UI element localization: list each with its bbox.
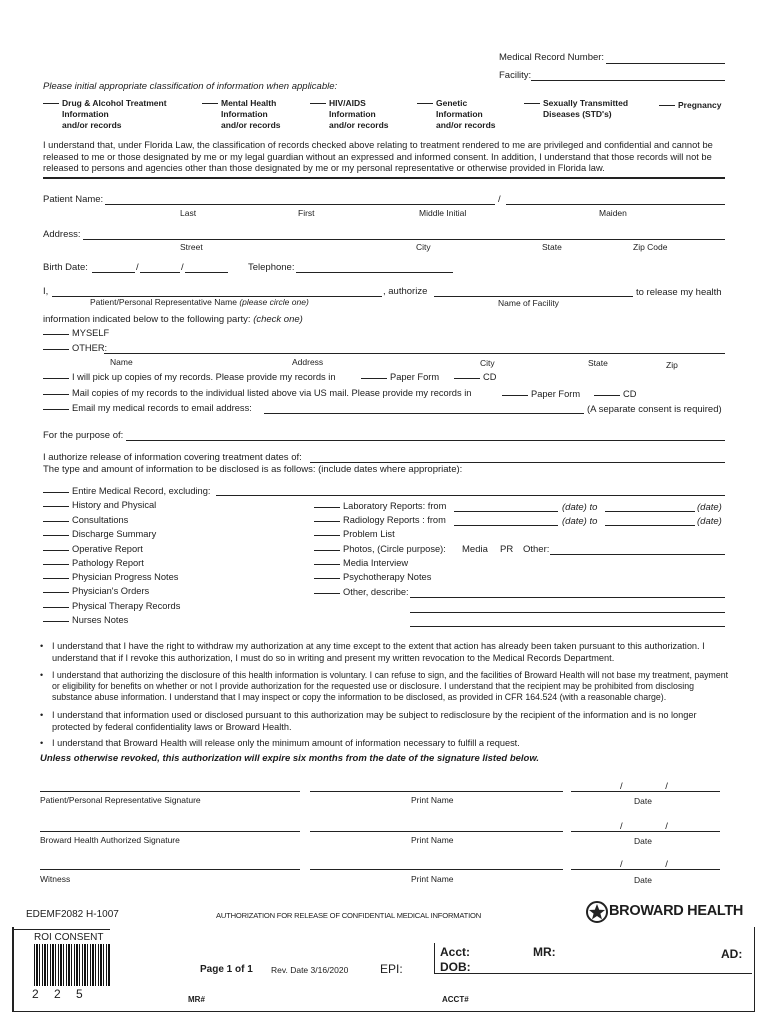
party-city-caption: City bbox=[480, 358, 495, 368]
telephone-label: Telephone: bbox=[248, 262, 295, 273]
witness-date-label: Date bbox=[634, 875, 652, 885]
bh-signature-field[interactable] bbox=[40, 831, 300, 832]
birth-date-label: Birth Date: bbox=[43, 262, 88, 273]
birth-day-field[interactable] bbox=[140, 272, 180, 273]
lab-from-field[interactable] bbox=[454, 511, 558, 512]
photos-media[interactable]: Media bbox=[462, 544, 488, 555]
category-genetic[interactable]: Genetic Information and/or records bbox=[417, 98, 496, 131]
zip-caption: Zip Code bbox=[633, 242, 668, 252]
city-caption: City bbox=[416, 242, 431, 252]
form-code: EDEMF2082 H-1007 bbox=[26, 909, 119, 920]
first-caption: First bbox=[298, 208, 315, 218]
photos-other: Other: bbox=[523, 544, 550, 555]
bullet-revoke: • I understand that I have the right to withdraw my authorization at any time except to the extent that action has already been taken pursuant to this authorization. I understand that if I revoke this authorization, I must do so in writing and present my written revocation to the Medical Records Department. bbox=[52, 641, 732, 664]
revision-date: Rev. Date 3/16/2020 bbox=[271, 965, 349, 975]
patient-date-label: Date bbox=[634, 796, 652, 806]
label-divider bbox=[434, 943, 435, 973]
last-caption: Last bbox=[180, 208, 197, 218]
divider bbox=[43, 177, 725, 179]
patient-signature-field[interactable] bbox=[40, 791, 300, 792]
witness-date-slashes: / / bbox=[620, 859, 668, 870]
birth-month-field[interactable] bbox=[92, 272, 135, 273]
mail-cd[interactable]: CD bbox=[594, 389, 636, 399]
maiden-caption: Maiden bbox=[599, 208, 627, 218]
record-problem-list[interactable]: Problem List bbox=[314, 529, 395, 539]
street-caption: Street bbox=[180, 242, 203, 252]
witness-print-name-field[interactable] bbox=[310, 869, 563, 870]
bh-date-label: Date bbox=[634, 836, 652, 846]
bh-print-name-label: Print Name bbox=[411, 835, 454, 845]
roi-consent: ROI CONSENT bbox=[34, 932, 104, 943]
party-name-caption: Name bbox=[110, 357, 133, 367]
record-media-interview[interactable]: Media Interview bbox=[314, 558, 408, 568]
star-logo-icon bbox=[586, 901, 608, 923]
record-physician-orders[interactable]: Physician's Orders bbox=[43, 586, 149, 596]
record-discharge-summary[interactable]: Discharge Summary bbox=[43, 529, 156, 539]
category-pregnancy[interactable]: Pregnancy bbox=[659, 100, 721, 111]
patient-name-field[interactable] bbox=[105, 204, 495, 205]
witness-signature-field[interactable] bbox=[40, 869, 300, 870]
mr-label: MR: bbox=[533, 945, 556, 959]
broward-logo bbox=[586, 901, 608, 926]
other-option[interactable]: OTHER: bbox=[43, 343, 107, 353]
slash: / bbox=[498, 194, 501, 205]
state-caption: State bbox=[542, 242, 562, 252]
facility-name-field[interactable] bbox=[434, 296, 633, 297]
party-state-caption: State bbox=[588, 358, 608, 368]
authorize-label: , authorize bbox=[383, 286, 428, 297]
bullet-voluntary: • I understand that authorizing the disclosure of this health information is voluntary. I can refuse to sign, and the facilities of Broward Health will not base my treatment, payment or eligibility for benefits on whether or not I provide authorization for the requested use or disclosure. I understand that the recipient may be prohibited from disclosing substance abuse information. I understand that I may inspect or copy the information to be disclosed, as provided in CFR 164.524 (with a reasonable charge). bbox=[52, 670, 732, 703]
patient-print-name-field[interactable] bbox=[310, 791, 563, 792]
epi-label: EPI: bbox=[380, 962, 403, 976]
instruction: Please initial appropriate classification of information when applicable: bbox=[43, 81, 338, 92]
mrn-field[interactable] bbox=[606, 63, 725, 64]
purpose-field[interactable] bbox=[126, 440, 725, 441]
mr-hash: MR# bbox=[188, 995, 205, 1004]
category-mental-health[interactable]: Mental Health Information and/or records bbox=[202, 98, 281, 131]
label-divider-bottom bbox=[434, 973, 752, 974]
record-photos[interactable]: Photos, (Circle purpose): bbox=[314, 544, 446, 554]
dob-label: DOB: bbox=[440, 960, 471, 974]
ad-label: AD: bbox=[721, 947, 743, 961]
witness-signature-label: Witness bbox=[40, 874, 71, 884]
page-number: Page 1 of 1 bbox=[200, 964, 253, 975]
patient-signature-label: Patient/Personal Representative Signature bbox=[40, 795, 201, 805]
barcode bbox=[34, 944, 110, 986]
party-address-caption: Address bbox=[292, 357, 324, 367]
telephone-field[interactable] bbox=[296, 272, 453, 273]
other-describe-field-3[interactable] bbox=[410, 626, 725, 627]
bh-signature-label: Broward Health Authorized Signature bbox=[40, 835, 180, 845]
pickup-paper-form[interactable]: Paper Form bbox=[361, 372, 439, 382]
record-other-describe[interactable]: Other, describe: bbox=[314, 587, 409, 597]
pickup-option[interactable]: I will pick up copies of my records. Please provide my records in bbox=[43, 372, 336, 382]
category-drug-alcohol[interactable]: Drug & Alcohol Treatment Information and/or records bbox=[43, 98, 167, 131]
type-amount-label: The type and amount of information to be disclosed is as follows: (include dates where appropriate): bbox=[43, 464, 463, 475]
other-describe-field-2[interactable] bbox=[410, 612, 725, 613]
bullet-redisclosure: • I understand that information used or disclosed pursuant to this authorization may be subject to redisclosure by the recipient of the information and is no longer protected by federal confidentiality laws or Broward Health. bbox=[52, 710, 732, 733]
bh-date-slashes: / / bbox=[620, 821, 668, 832]
email-field[interactable] bbox=[264, 413, 584, 414]
patient-name-label: Patient Name: bbox=[43, 194, 104, 205]
info-below-line: information indicated below to the following party: (check one) bbox=[43, 314, 303, 325]
lab-to-field[interactable] bbox=[605, 511, 695, 512]
radiology-from-field[interactable] bbox=[454, 525, 558, 526]
mail-option[interactable]: Mail copies of my records to the individual listed above via US mail. Please provide my records in bbox=[43, 388, 471, 398]
lab-date: (date) bbox=[697, 502, 722, 513]
record-lab[interactable]: Laboratory Reports: from bbox=[314, 501, 446, 511]
facility-field[interactable] bbox=[531, 80, 725, 81]
radiology-date: (date) bbox=[697, 516, 722, 527]
record-entire[interactable]: Entire Medical Record, excluding: bbox=[43, 486, 211, 496]
i-label: I, bbox=[43, 286, 49, 297]
address-field[interactable] bbox=[83, 239, 725, 240]
record-progress-notes[interactable]: Physician Progress Notes bbox=[43, 572, 178, 582]
brand-name: BROWARD HEALTH bbox=[609, 903, 744, 919]
record-nurses-notes[interactable]: Nurses Notes bbox=[43, 615, 128, 625]
email-option[interactable]: Email my medical records to email address: bbox=[43, 403, 252, 413]
to-release-label: to release my health bbox=[636, 287, 722, 298]
address-label: Address: bbox=[43, 229, 81, 240]
patient-date-slashes: / / bbox=[620, 781, 668, 792]
record-history-physical[interactable]: History and Physical bbox=[43, 500, 156, 510]
form-title: AUTHORIZATION FOR RELEASE OF CONFIDENTIAL MEDICAL INFORMATION bbox=[216, 911, 481, 920]
category-std[interactable]: Sexually Transmitted Diseases (STD's) bbox=[524, 98, 628, 120]
bullet-minimum: • I understand that Broward Health will release only the minimum amount of information necessary to fulfill a request. bbox=[52, 738, 732, 750]
photos-pr[interactable]: PR bbox=[500, 544, 514, 555]
pickup-cd[interactable]: CD bbox=[454, 372, 496, 382]
record-operative-report[interactable]: Operative Report bbox=[43, 544, 143, 554]
middle-caption: Middle Initial bbox=[419, 208, 467, 218]
category-hiv-aids[interactable]: HIV/AIDS Information and/or records bbox=[310, 98, 389, 131]
radiology-to-field[interactable] bbox=[605, 525, 695, 526]
birth-slash-2: / bbox=[181, 262, 184, 273]
record-physical-therapy[interactable]: Physical Therapy Records bbox=[43, 601, 180, 611]
treatment-dates-label: I authorize release of information covering treatment dates of: bbox=[43, 452, 302, 463]
bh-print-name-field[interactable] bbox=[310, 831, 563, 832]
record-pathology-report[interactable]: Pathology Report bbox=[43, 558, 144, 568]
lab-date-to: (date) to bbox=[562, 502, 598, 513]
mrn-label: Medical Record Number: bbox=[499, 52, 605, 63]
mail-paper-form[interactable]: Paper Form bbox=[502, 389, 580, 399]
myself-option[interactable]: MYSELF bbox=[43, 328, 109, 338]
florida-law-paragraph: I understand that, under Florida Law, the classification of records checked above relating to treatment rendered to me are privileged and confidential and cannot be released to me or those designated by me or my legal guardian without an expressed and informed consent. In addition, I understand that those records will not be released to persons and agencies other than those designated by me or my personal representative or otherwise provided in Florida law. bbox=[43, 140, 713, 173]
rep-name-caption: Patient/Personal Representative Name (please circle one) bbox=[90, 297, 309, 307]
separate-consent-note: (A separate consent is required) bbox=[587, 404, 722, 415]
barcode-number: 2 2 5 bbox=[32, 987, 83, 1001]
facility-caption: Name of Facility bbox=[498, 298, 559, 308]
radiology-date-to: (date) to bbox=[562, 516, 598, 527]
acct-hash: ACCT# bbox=[442, 995, 469, 1004]
record-radiology[interactable]: Radiology Reports : from bbox=[314, 515, 446, 525]
facility-label: Facility: bbox=[499, 70, 532, 81]
other-party-field[interactable] bbox=[104, 353, 725, 354]
acct-label: Acct: bbox=[440, 945, 471, 959]
maiden-name-field[interactable] bbox=[506, 204, 725, 205]
photos-other-field[interactable] bbox=[550, 554, 725, 555]
witness-print-name-label: Print Name bbox=[411, 874, 454, 884]
treatment-dates-field[interactable] bbox=[310, 462, 725, 463]
birth-year-field[interactable] bbox=[185, 272, 228, 273]
other-describe-field-1[interactable] bbox=[410, 597, 725, 598]
purpose-label: For the purpose of: bbox=[43, 430, 124, 441]
patient-print-name-label: Print Name bbox=[411, 795, 454, 805]
birth-slash-1: / bbox=[136, 262, 139, 273]
expiry-notice: Unless otherwise revoked, this authorization will expire six months from the date of the signature listed below. bbox=[40, 753, 540, 764]
excluding-field[interactable] bbox=[216, 495, 725, 496]
record-consultations[interactable]: Consultations bbox=[43, 515, 128, 525]
record-psychotherapy[interactable]: Psychotherapy Notes bbox=[314, 572, 431, 582]
party-zip-caption: Zip bbox=[666, 360, 678, 370]
